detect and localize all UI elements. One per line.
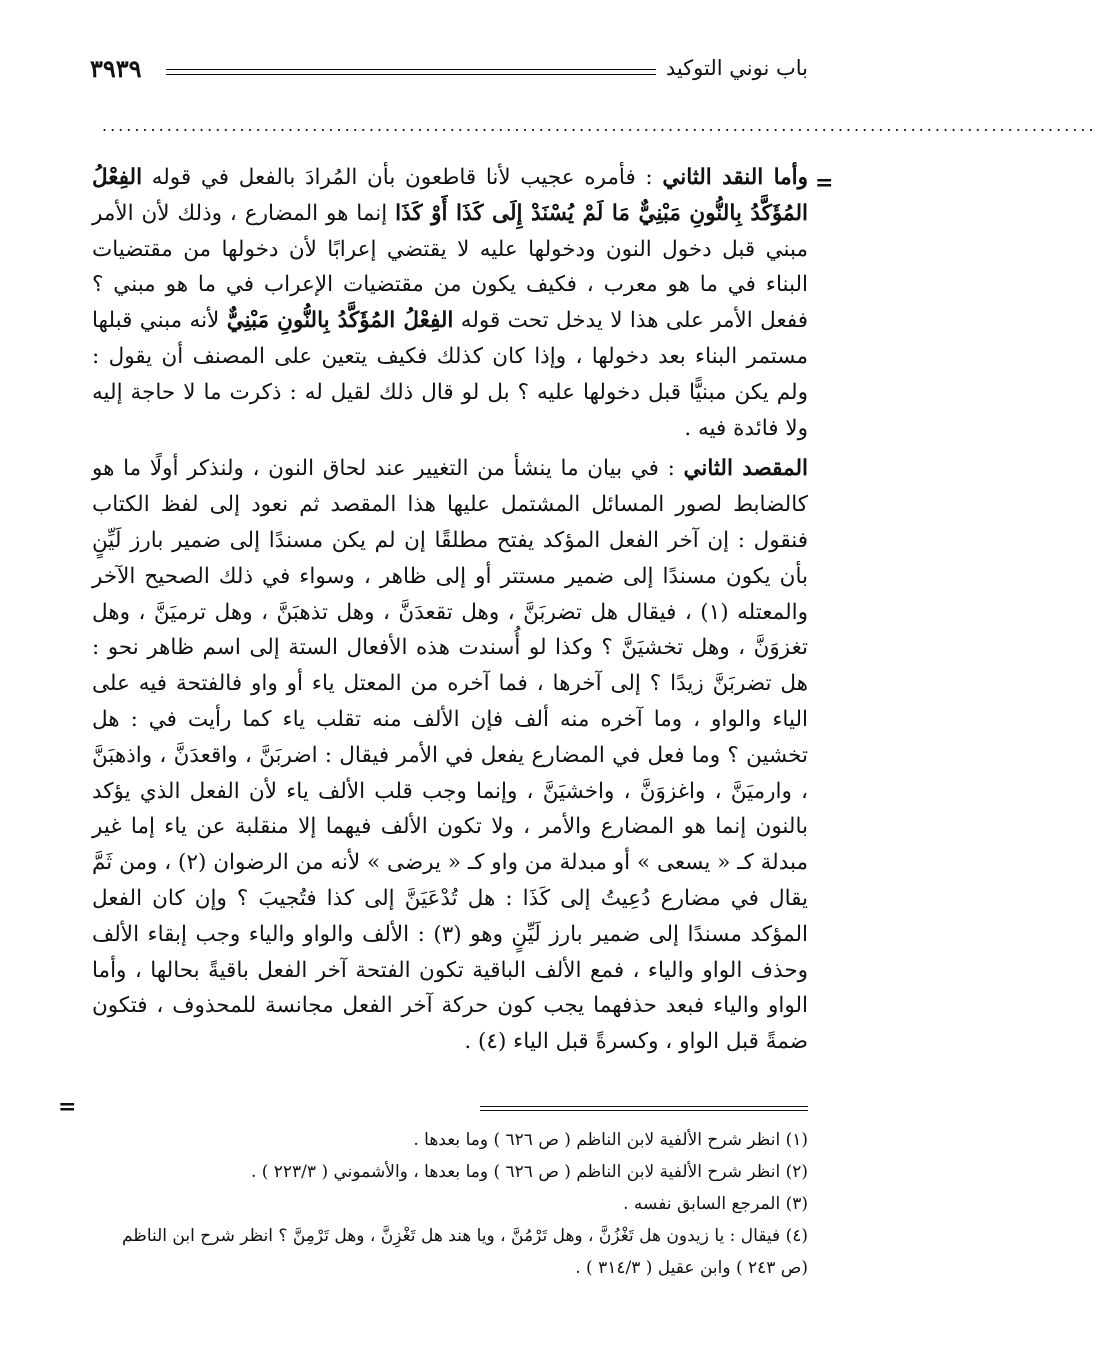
footnote: (١) انظر شرح الألفية لابن الناظم ( ص ٦٢٦ ) وما بعدها .: [413, 1130, 808, 1150]
continuation-marker-top: =: [815, 170, 834, 196]
paragraph-second-objective: [92, 451, 808, 1060]
quoted-rule: الفِعْلُ المُؤَكَّدُ بِالنُّونِ مَبْنِيٌّ مَا لَمْ يُسْنَدْ إِلَى كَذَا أَوْ كَذَا: [92, 165, 808, 226]
continuation-marker-bottom: =: [58, 1094, 77, 1120]
section-heading: المقصد الثاني: [683, 456, 808, 482]
dotted-separator: ...........................................................................................................................: [102, 116, 1097, 135]
footnotes: [92, 1124, 808, 1284]
header-rule: [166, 69, 656, 70]
paragraph-text: : في بيان ما ينشأ من التغيير عند لحاق النون ، ولنذكر أولًا ما هو كالضابط لصور المسائل المشتمل عليها هذا المقصد ثم نعود إلى لفظ الكتاب فنقول : إن آخر الفعل المؤكد يفتح مطلقًا إن لم يكن مسندًا إلى ضمير بارز لَيِّنٍ بأن يكون مسندًا إلى ضمير مستتر أو إلى ظاهر ، وسواء في ذلك الصحيح الآخر والمعتله (١) ، فيقال هل تضربَنَّ ، وهل تقعدَنَّ ، وهل تذهبَنَّ ، وهل ترميَنَّ ، وهل تغزوَنَّ ، وهل تخشيَنَّ ؟ وكذا لو أُسندت هذه الأفعال الستة إلى اسم ظاهر نحو : هل تضربَنَّ زيدًا ؟ إلى آخرها ، فما آخره من المعتل ياء أو واو فالفتحة فيه على الياء والواو ، وما آخره منه ألف فإن الألف منه تقلب ياء كما رأيت في : هل تخشين ؟ وما فعل في المضارع يفعل في الأمر فيقال : اضربَنَّ ، واقعدَنَّ ، واذهبَنَّ ، وارميَنَّ ، واغزوَنَّ ، واخشيَنَّ ، وإنما وجب قلب الألف ياء لأن الفعل الذي يؤكد بالنون إنما هو المضارع والأمر ، ولا تكون الألف فيهما إلا منقلبة عن ياء إما غير مبدلة كـ « يسعى » أو مبدلة من واو كـ « يرضى » لأنه من الرضوان (٢) ، ومن ثَمَّ يقال في مضارع دُعِيتُ إلى كَذَا : هل تُدْعَيَنَّ إلى كذا فتُجيبَ ؟ وإن كان الفعل المؤكد مسندًا إلى ضمير بارز لَيِّنٍ وهو (٣) : الألف والواو والياء وجب إبقاء الألف وحذف الواو والياء ، فمع الألف الباقية تكون الفتحة آخر الفعل باقيةً بحالها ، وأما الواو والياء فبعد حذفهما يجب كون حركة آخر الفعل مجانسة للمحذوف ، فتكون ضمةً قبل الواو ، وكسرةً قبل الياء (٤) .: [92, 456, 809, 1055]
paragraph-text: إنما هو المضارع ، وذلك لأن الأمر مبني قبل دخول النون ودخولها عليه لا يقتضي إعرابًا لأن دخولها من مقتضيات البناء في ما هو معرب ، فكيف يكون من مقتضيات الإعراب في ما هو مبني ؟ ففعل الأمر على هذا لا يدخل تحت قوله: [92, 200, 808, 334]
footnote: (٣) المرجع السابق نفسه .: [623, 1194, 808, 1214]
footnote: (٢) انظر شرح الألفية لابن الناظم ( ص ٦٢٦ ) وما بعدها ، والأشموني ( ٢٢٣/٣ ) .: [250, 1162, 808, 1182]
header-rule: [166, 74, 656, 75]
footnote-separator: [480, 1106, 808, 1111]
paragraph-text: لأنه مبني قبلها مستمر البناء بعد دخولها ، وإذا كان كذلك فكيف يتعين على المصنف أن يقول : ولم يكن مبنيًّا قبل دخولها عليه ؟ بل لو قال ذلك لقيل له : ذكرت ما لا حاجة إليه ولا فائدة فيه .: [92, 308, 808, 441]
page-header: [90, 52, 808, 92]
chapter-title: باب نوني التوكيد: [665, 56, 808, 80]
paragraph-critique: [92, 160, 808, 446]
page-number: ٣٩٣٩: [90, 54, 142, 83]
paragraph-text: : فأمره عجيب لأنا قاطعون بأن المُرادَ بالفعل في قوله: [142, 165, 663, 190]
main-text: [92, 160, 808, 1060]
footnote: (٤) فيقال : يا زيدون هل تَغْزُنَّ ، وهل تَرْمُنَّ ، ويا هند هل تَغْزِنَّ ، وهل تَرْمِنَّ ؟ انظر شرح ابن الناظم (ص ٢٤٣ ) وابن عقيل ( ٣١٤/٣ ) .: [121, 1226, 808, 1278]
section-heading: وأما النقد الثاني: [662, 165, 808, 190]
quoted-rule: الفِعْلُ المُؤَكَّدُ بِالنُّونِ مَبْنِيٌّ: [226, 308, 454, 334]
